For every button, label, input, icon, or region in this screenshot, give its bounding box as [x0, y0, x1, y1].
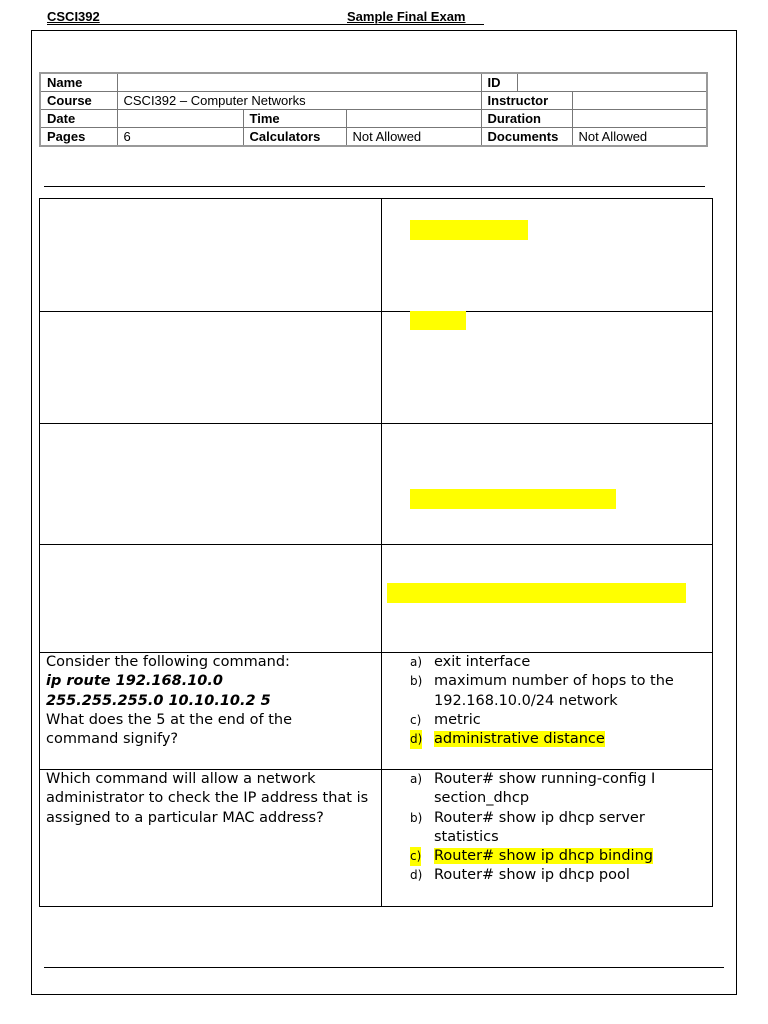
pages-value: 6 — [117, 128, 243, 147]
info-row-name — [40, 73, 707, 92]
calculators-label: Calculators — [243, 128, 346, 147]
info-row-pages — [40, 128, 707, 147]
pages-label: Pages — [40, 128, 117, 147]
calculators-value: Not Allowed — [346, 128, 481, 147]
instructor-field[interactable] — [572, 92, 707, 110]
exam-info-table — [39, 72, 708, 147]
options-ip-route — [410, 653, 710, 749]
question-text: Consider the following command: — [46, 654, 290, 670]
grid-row-divider — [40, 423, 712, 424]
command-text: 255.255.255.0 10.10.10.2 5 — [46, 692, 271, 709]
exam-title: Sample Final Exam — [347, 9, 466, 24]
highlight-mark — [410, 220, 528, 240]
instructor-label: Instructor — [481, 92, 572, 110]
name-label: Name — [40, 73, 117, 92]
question-text: Which command will allow a network administrator to check the IP address that is assigned to a particular MAC address? — [46, 771, 369, 826]
documents-label: Documents — [481, 128, 572, 147]
option-b[interactable]: b) maximum number of hops to the 192.168.10.0/24 network — [410, 673, 674, 709]
option-d[interactable]: d) Router# show ip dhcp pool — [410, 867, 630, 884]
course-code: CSCI392 — [47, 9, 100, 24]
date-label: Date — [40, 110, 117, 128]
question-text: What does the 5 at the end of the — [46, 711, 292, 728]
separator-line-top — [44, 186, 705, 187]
question-dhcp — [46, 770, 376, 828]
highlight-mark — [387, 583, 686, 603]
grid-row-divider — [40, 544, 712, 545]
option-c-answer[interactable]: c) Router# show ip dhcp binding — [410, 847, 710, 866]
course-value: CSCI392 – Computer Networks — [117, 92, 481, 110]
id-label: ID — [481, 73, 517, 92]
id-field[interactable] — [517, 73, 707, 92]
info-row-course — [40, 92, 707, 110]
highlight-mark — [410, 311, 466, 330]
option-c[interactable]: c) metric — [410, 711, 481, 728]
question-ip-route — [46, 653, 376, 749]
highlight-mark — [410, 489, 616, 509]
course-label: Course — [40, 92, 117, 110]
question-text: command signify? — [46, 731, 179, 748]
grid-column-divider — [381, 199, 382, 906]
separator-line-bottom — [44, 967, 724, 968]
header-underline — [47, 24, 484, 25]
grid-row-divider — [40, 311, 712, 312]
name-field[interactable] — [117, 73, 481, 92]
option-a[interactable]: a) exit interface — [410, 654, 531, 670]
option-d-answer[interactable]: d) administrative distance — [410, 730, 710, 749]
time-field[interactable] — [346, 110, 481, 128]
duration-field[interactable] — [572, 110, 707, 128]
documents-value: Not Allowed — [572, 128, 707, 147]
command-text: ip route 192.168.10.0 — [46, 673, 223, 690]
option-a[interactable]: a) Router# show running-config I section_dhcp — [410, 771, 656, 807]
duration-label: Duration — [481, 110, 572, 128]
option-b[interactable]: b) Router# show ip dhcp server statistics — [410, 809, 645, 845]
options-dhcp — [410, 770, 710, 886]
info-row-date — [40, 110, 707, 128]
date-field[interactable] — [117, 110, 243, 128]
time-label: Time — [243, 110, 346, 128]
